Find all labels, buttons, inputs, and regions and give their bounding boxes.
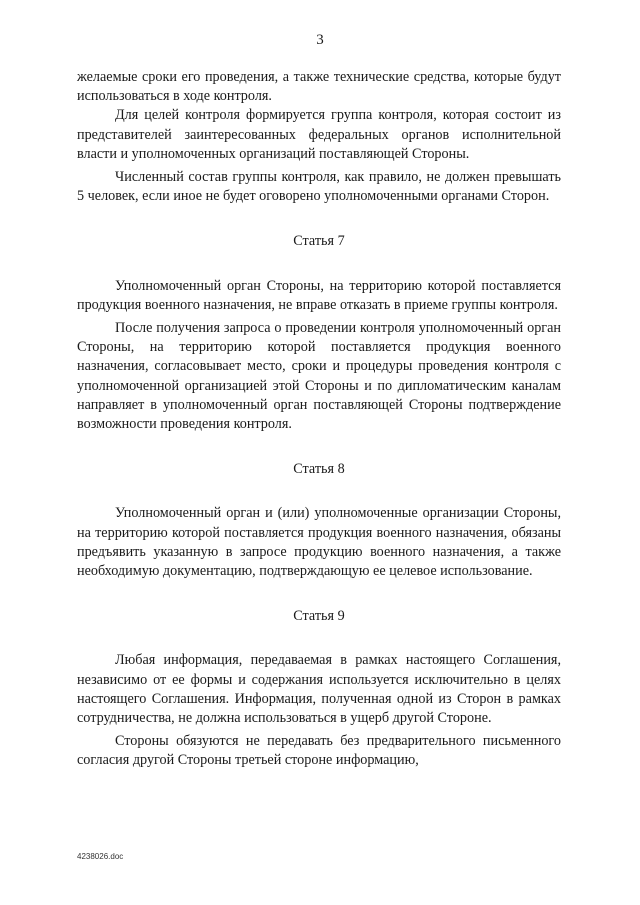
page-number: 3 — [316, 32, 324, 48]
paragraph-control-group: Для целей контроля формируется группа контроля, которая состоит из представителей заинтересованных федеральных органов исполнительной власти и уполномоченных организаций поставляющей Стороны. — [77, 107, 561, 162]
paragraph-continuation: желаемые сроки его проведения, а также технические средства, которые будут использоваться в ходе контроля. — [77, 69, 561, 105]
article-7-heading: Статья 7 — [293, 233, 345, 250]
document-body — [77, 68, 561, 771]
article-9-paragraph-1: Любая информация, передаваемая в рамках настоящего Соглашения, независимо от ее формы и содержания используется исключительно в целях настоящего Соглашения. Информация, полученная одной из Сторон в рамках сотрудничества, не должна использоваться в ущерб другой Стороне. — [77, 652, 561, 727]
article-8-paragraph-1: Уполномоченный орган и (или) уполномоченные организации Стороны, на территорию которой поставляется продукция военного назначения, обязаны предъявить указанную в запросе продукцию военного назначения, а также необходимую документацию, подтверждающую ее целевое использование. — [77, 505, 561, 580]
paragraph-group-size: Численный состав группы контроля, как правило, не должен превышать 5 человек, если иное не будет оговорено уполномоченными органами Сторон. — [77, 169, 561, 205]
article-7-paragraph-1: Уполномоченный орган Стороны, на территорию которой поставляется продукция военного назначения, не вправе отказать в приеме группы контроля. — [77, 277, 561, 313]
article-9-paragraph-2: Стороны обязуются не передавать без предварительного письменного согласия другой Стороны третьей стороне информацию, — [77, 733, 561, 769]
article-9-heading: Статья 9 — [293, 608, 345, 625]
article-7-paragraph-2: После получения запроса о проведении контроля уполномоченный орган Стороны, на территорию которой поставляется продукция военного назначения, согласовывает место, сроки и процедуры проведения контроля с уполномоченной организацией этой Стороны и по дипломатическим каналам направляет в уполномоченный орган поставляющей Стороны подтверждение возможности проведения контроля. — [77, 320, 561, 433]
file-name-footer: 4238026.doc — [77, 852, 124, 861]
article-8-heading: Статья 8 — [293, 461, 345, 478]
